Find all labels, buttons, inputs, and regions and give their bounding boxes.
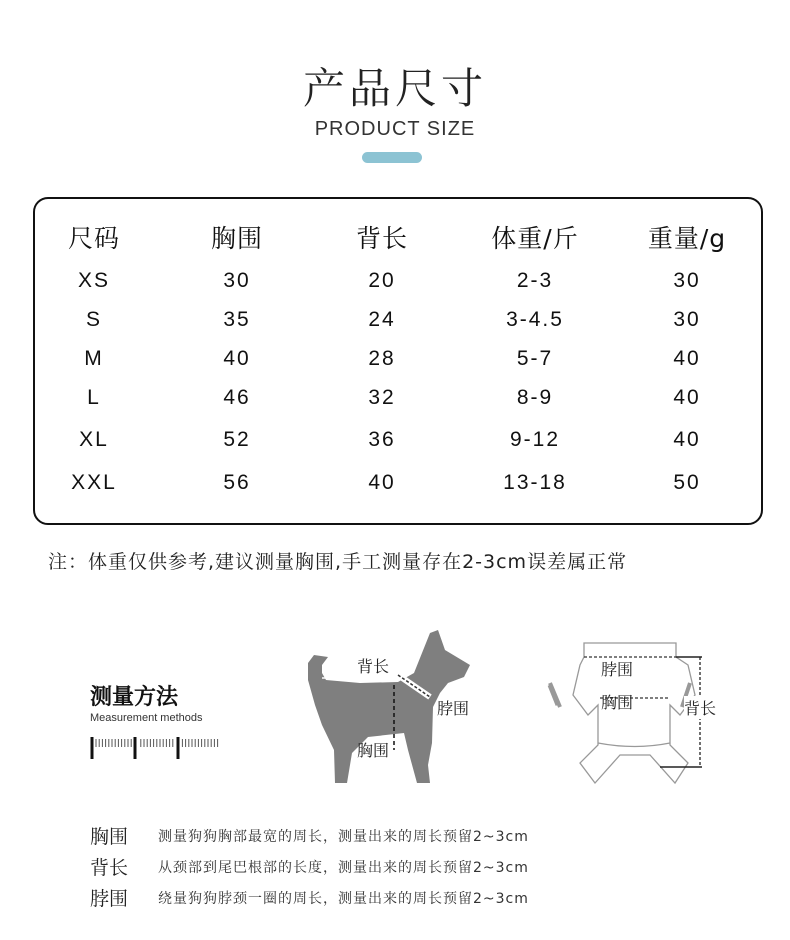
table-cell: 20: [368, 269, 396, 292]
table-cell: 9-12: [509, 428, 561, 451]
table-cell: 52: [223, 428, 251, 451]
table-header: 尺码: [67, 224, 120, 253]
dog-back-label: 背长: [357, 657, 390, 676]
table-header: 背长: [355, 224, 408, 253]
method-subtitle: Measurement methods: [90, 712, 203, 724]
table-cell: 28: [368, 347, 396, 370]
size-note: 注：体重仅供参考,建议测量胸围,手工测量存在2-3cm误差属正常: [48, 551, 628, 573]
table-cell: 56: [223, 471, 251, 494]
garment-chest-label: 胸围: [601, 693, 634, 712]
table-cell: 30: [673, 308, 701, 331]
ruler-icon: [90, 735, 220, 760]
table-cell: 3-4.5: [506, 308, 564, 331]
dog-neck-label: 脖围: [437, 699, 470, 718]
table-cell: 40: [673, 347, 701, 370]
description-term: 脖围: [90, 888, 129, 910]
table-cell: 2-3: [516, 269, 554, 292]
table-cell: 8-9: [516, 386, 554, 409]
description-term: 背长: [90, 857, 129, 879]
dog-chest-label: 胸围: [357, 741, 390, 760]
table-cell: XL: [79, 428, 109, 451]
table-cell: 32: [368, 386, 396, 409]
accent-bar: [362, 152, 422, 163]
method-title: 测量方法: [90, 685, 179, 710]
table-cell: XS: [77, 269, 110, 292]
table-cell: 13-18: [503, 471, 567, 494]
page-subtitle: PRODUCT SIZE: [314, 118, 476, 140]
table-cell: XXL: [71, 471, 117, 494]
table-cell: 40: [368, 471, 396, 494]
table-cell: 40: [223, 347, 251, 370]
table-cell: 24: [368, 308, 396, 331]
description-row: [90, 853, 529, 880]
table-cell: 30: [673, 269, 701, 292]
table-cell: M: [84, 347, 104, 370]
description-row: [90, 822, 529, 849]
table-cell: S: [85, 308, 102, 331]
table-cell: 50: [673, 471, 701, 494]
table-cell: 40: [673, 428, 701, 451]
description-text: 测量狗狗胸部最宽的周长，测量出来的周长预留2~3cm: [158, 828, 529, 845]
description-term: 胸围: [90, 826, 129, 848]
garment-back-label: 背长: [684, 696, 716, 719]
table-header: 胸围: [210, 224, 263, 253]
table-cell: 40: [673, 386, 701, 409]
description-text: 从颈部到尾巴根部的长度，测量出来的周长预留2~3cm: [158, 859, 529, 876]
size-table: [33, 197, 763, 525]
table-header: 体重/斤: [491, 224, 579, 253]
table-cell: 46: [223, 386, 251, 409]
description-text: 绕量狗狗脖颈一圈的周长，测量出来的周长预留2~3cm: [158, 890, 529, 907]
garment-neck-label: 脖围: [601, 660, 634, 679]
table-cell: 30: [223, 269, 251, 292]
table-cell: 35: [223, 308, 251, 331]
description-row: [90, 884, 529, 911]
table-header: 重量/g: [647, 224, 727, 253]
table-cell: 36: [368, 428, 396, 451]
page-title: 产品尺寸: [302, 64, 487, 113]
table-cell: 5-7: [516, 347, 554, 370]
table-cell: L: [87, 386, 101, 409]
